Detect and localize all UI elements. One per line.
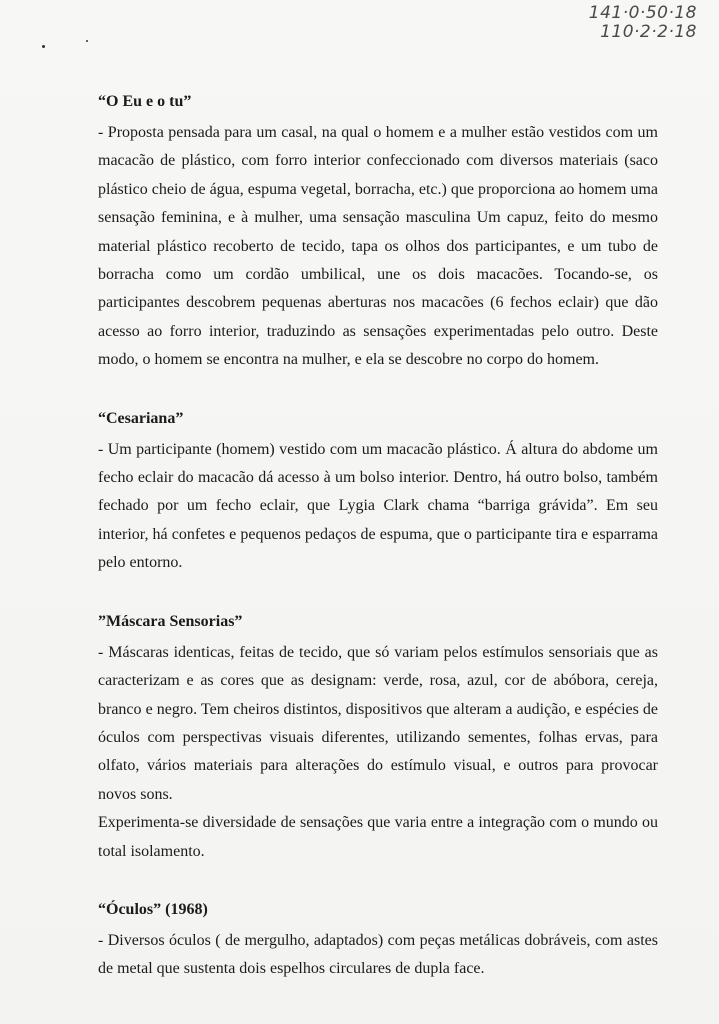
- section-paragraph: - Diversos óculos ( de mergulho, adaptados) com peças metálicas dobráveis, com astes de metal que sustenta dois espelhos circulares de dupla face.: [98, 931, 658, 978]
- paper-speck: [86, 40, 88, 42]
- section-paragraph: Experimenta-se diversidade de sensações que varia entre a integração com o mundo ou total isolamento.: [98, 814, 658, 860]
- section-title: “O Eu e o tu”: [98, 93, 192, 110]
- section-title: “Cesariana”: [98, 409, 184, 427]
- section-mascara-sensorias: [98, 612, 658, 866]
- section-oculos: [98, 900, 658, 984]
- section-paragraph: - Um participante (homem) vestido com um macacão plástico. Á altura do abdome um fecho eclair do macacão dá acesso à um bolso interior. Dentro, há outro bolso, também fechado por um fecho eclair, que Lygia Clark chama “barriga grávida”. Em seu interior, há confetes e pequenos pedaços de espuma, que o participante tira e esparrama pelo entorno.: [98, 440, 658, 572]
- reference-line-1: 141·0·50·18: [588, 3, 697, 23]
- document-body: [98, 92, 658, 1018]
- section-paragraph: - Proposta pensada para um casal, na qual o homem e a mulher estão vestidos com um macacão de plástico, com forro interior confeccionado com diversos materiais (saco plástico cheio de água, espuma vegetal, borracha, etc.) que proporciona ao homem uma sensação feminina, e à mulher, uma sensação masculina Um capuz, feito do mesmo material plástico recoberto de tecido, tapa os olhos dos participantes, e um tubo de borracha como um cordão umbilical, une os dois macacões. Tocando-se, os participantes descobrem pequenas aberturas nos macacões (6 fechos eclair) que dão acesso ao forro interior, traduzindo as sensações experimentadas pelo outro. Deste modo, o homem se encontra na mulher, e ela se descobre no corpo do homem.: [98, 124, 658, 369]
- section-cesariana: [98, 409, 658, 578]
- paper-speck: [42, 45, 45, 48]
- reference-line-2: 110·2·2·18: [600, 22, 697, 42]
- section-o-eu-e-o-tu: [98, 92, 658, 375]
- section-title: ”Máscara Sensorias”: [98, 612, 243, 630]
- handwritten-reference-number: [589, 4, 697, 42]
- section-paragraph: - Máscaras identicas, feitas de tecido, que só variam pelos estímulos sensoriais que as caracterizam e as cores que as designam: verde, rosa, azul, cor de abóbora, cereja, branco e negro. Tem cheiros distintos, dispositivos que alteram a audição, e espécies de óculos com perspectivas visuais diferentes, utilizando sementes, folhas ervas, para olfato, vários materiais para alterações do estímulo visual, e outros para provocar novos sons.: [98, 643, 658, 803]
- section-title: “Óculos” (1968): [98, 900, 208, 918]
